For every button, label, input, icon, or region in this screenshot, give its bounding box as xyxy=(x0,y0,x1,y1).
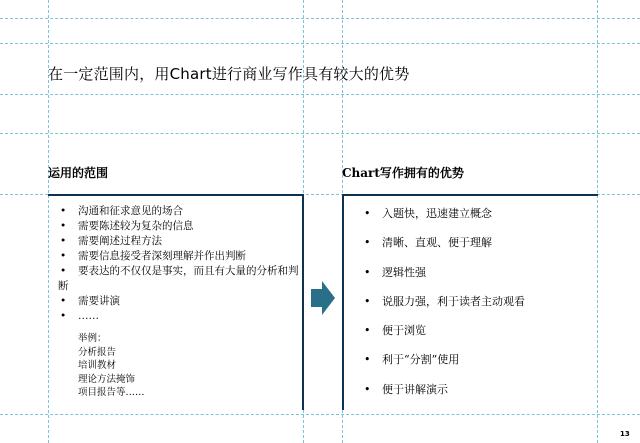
bullet-icon: • xyxy=(364,353,371,367)
list-item: • 入题快，迅速建立概念 xyxy=(364,207,492,220)
bullet-icon: • xyxy=(60,310,67,322)
bullet-icon: • xyxy=(60,295,67,307)
guide-line xyxy=(0,94,640,95)
example-item: 分析报告 xyxy=(78,346,117,358)
guide-line xyxy=(0,133,640,134)
advantages-list xyxy=(360,207,525,412)
page-number: 13 xyxy=(620,430,630,438)
examples-list xyxy=(78,332,145,400)
bullet-icon: • xyxy=(364,265,371,279)
list-item: • 需要阐述过程方法 xyxy=(60,235,162,247)
guide-line xyxy=(0,18,640,19)
list-item: • 利于“分割”使用 xyxy=(364,353,460,367)
bullet-icon: • xyxy=(364,294,371,308)
list-item: • 逻辑性强 xyxy=(364,265,426,279)
bullet-icon: • xyxy=(364,236,371,250)
left-column-heading: 运用的范围 xyxy=(48,166,109,180)
list-item: • 便于讲解演示 xyxy=(364,382,448,396)
bullet-icon: • xyxy=(60,220,67,232)
example-item: 举例： xyxy=(78,333,107,344)
list-item: • 清晰、直观、便于理解 xyxy=(364,236,492,250)
bullet-icon: • xyxy=(60,235,67,247)
list-item: • 说服力强，利于读者主动观看 xyxy=(364,294,525,308)
list-item: • …… xyxy=(60,310,99,322)
list-item: • 需要陈述较为复杂的信息 xyxy=(60,220,194,232)
right-arrow-icon xyxy=(311,281,335,315)
example-item: 理论方法掩饰 xyxy=(78,373,136,385)
bullet-icon: • xyxy=(60,205,67,217)
bullet-icon: • xyxy=(60,250,67,262)
scope-list xyxy=(58,204,302,324)
guide-line xyxy=(0,43,640,44)
right-column-heading: Chart写作拥有的优势 xyxy=(342,166,464,180)
bullet-icon: • xyxy=(60,265,67,277)
list-item: • 便于浏览 xyxy=(364,324,426,338)
example-item: 培训教材 xyxy=(78,360,117,371)
bullet-icon: • xyxy=(364,382,371,396)
list-item: • 沟通和征求意见的场合 xyxy=(60,205,183,217)
list-item: • 需要信息接受者深刻理解并作出判断 xyxy=(60,250,246,262)
slide-title: 在一定范围内，用Chart进行商业写作具有较大的优势 xyxy=(48,65,410,83)
example-item: 项目报告等…… xyxy=(78,387,145,398)
bullet-icon: • xyxy=(364,207,371,220)
list-item: • 需要讲演 xyxy=(60,295,120,307)
bullet-icon: • xyxy=(364,324,371,338)
list-item: • 要表达的不仅仅是事实，而且有大量的分析和判断 xyxy=(58,265,299,292)
guide-line xyxy=(0,414,640,415)
